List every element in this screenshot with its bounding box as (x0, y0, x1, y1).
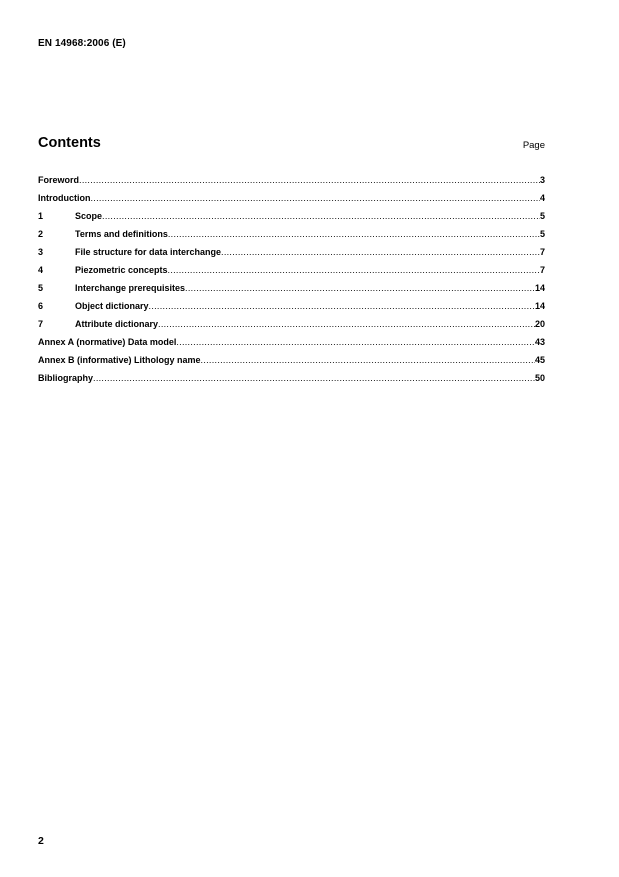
toc-entry-page: 45 (534, 355, 545, 365)
toc-entry-foreword[interactable] (38, 175, 545, 193)
toc-entry-piezometric[interactable] (38, 265, 545, 283)
toc-leader-dots (102, 211, 540, 221)
toc-entry-number: 3 (38, 247, 44, 257)
toc-entry-attribute-dictionary[interactable] (38, 319, 545, 337)
toc-entry-object-dictionary[interactable] (38, 301, 545, 319)
toc-entry-title: Piezometric concepts (75, 265, 168, 275)
toc-entry-interchange[interactable] (38, 283, 545, 301)
toc-leader-dots (91, 193, 540, 203)
toc-entry-title: Foreword (38, 175, 80, 185)
toc-entry-number: 6 (38, 301, 44, 311)
table-of-contents (38, 175, 545, 391)
toc-leader-dots (168, 229, 540, 239)
toc-entry-page: 3 (539, 175, 545, 185)
toc-entry-page: 20 (534, 319, 545, 329)
toc-entry-title: Scope (75, 211, 103, 221)
toc-entry-title: Interchange prerequisites (75, 283, 186, 293)
toc-entry-number: 7 (38, 319, 44, 329)
toc-entry-page: 14 (534, 283, 545, 293)
toc-entry-title: Attribute dictionary (75, 319, 159, 329)
toc-entry-page: 7 (539, 247, 545, 257)
toc-leader-dots (79, 175, 540, 185)
toc-leader-dots (221, 247, 540, 257)
toc-entry-page: 50 (534, 373, 545, 383)
toc-entry-number: 1 (38, 211, 44, 221)
toc-entry-page: 4 (539, 193, 545, 203)
toc-leader-dots (168, 265, 540, 275)
toc-entry-title: Object dictionary (75, 301, 149, 311)
toc-entry-annex-b[interactable] (38, 355, 545, 373)
toc-entry-annex-a[interactable] (38, 337, 545, 355)
toc-entry-title: File structure for data interchange (75, 247, 222, 257)
toc-entry-page: 5 (539, 229, 545, 239)
toc-entry-page: 14 (534, 301, 545, 311)
toc-entry-file-structure[interactable] (38, 247, 545, 265)
toc-leader-dots (93, 373, 535, 383)
toc-entry-title: Annex A (normative) Data model (38, 337, 177, 347)
toc-entry-bibliography[interactable] (38, 373, 545, 391)
toc-leader-dots (185, 283, 535, 293)
toc-entry-title: Introduction (38, 193, 91, 203)
toc-entry-number: 4 (38, 265, 44, 275)
toc-entry-title: Terms and definitions (75, 229, 168, 239)
toc-leader-dots (201, 355, 535, 365)
toc-entry-page: 43 (534, 337, 545, 347)
toc-entry-page: 7 (539, 265, 545, 275)
footer-page-number: 2 (38, 835, 44, 847)
toc-entry-number: 5 (38, 283, 44, 293)
toc-entry-page: 5 (539, 211, 545, 221)
contents-heading: Contents (38, 135, 101, 151)
toc-entry-introduction[interactable] (38, 193, 545, 211)
toc-entry-scope[interactable] (38, 211, 545, 229)
toc-entry-title: Bibliography (38, 373, 94, 383)
toc-entry-number: 2 (38, 229, 44, 239)
toc-entry-terms[interactable] (38, 229, 545, 247)
toc-leader-dots (149, 301, 535, 311)
page-column-label: Page (522, 140, 545, 151)
toc-leader-dots (176, 337, 535, 347)
toc-leader-dots (158, 319, 535, 329)
document-header: EN 14968:2006 (E) (38, 38, 126, 49)
toc-entry-title: Annex B (informative) Lithology name (38, 355, 201, 365)
